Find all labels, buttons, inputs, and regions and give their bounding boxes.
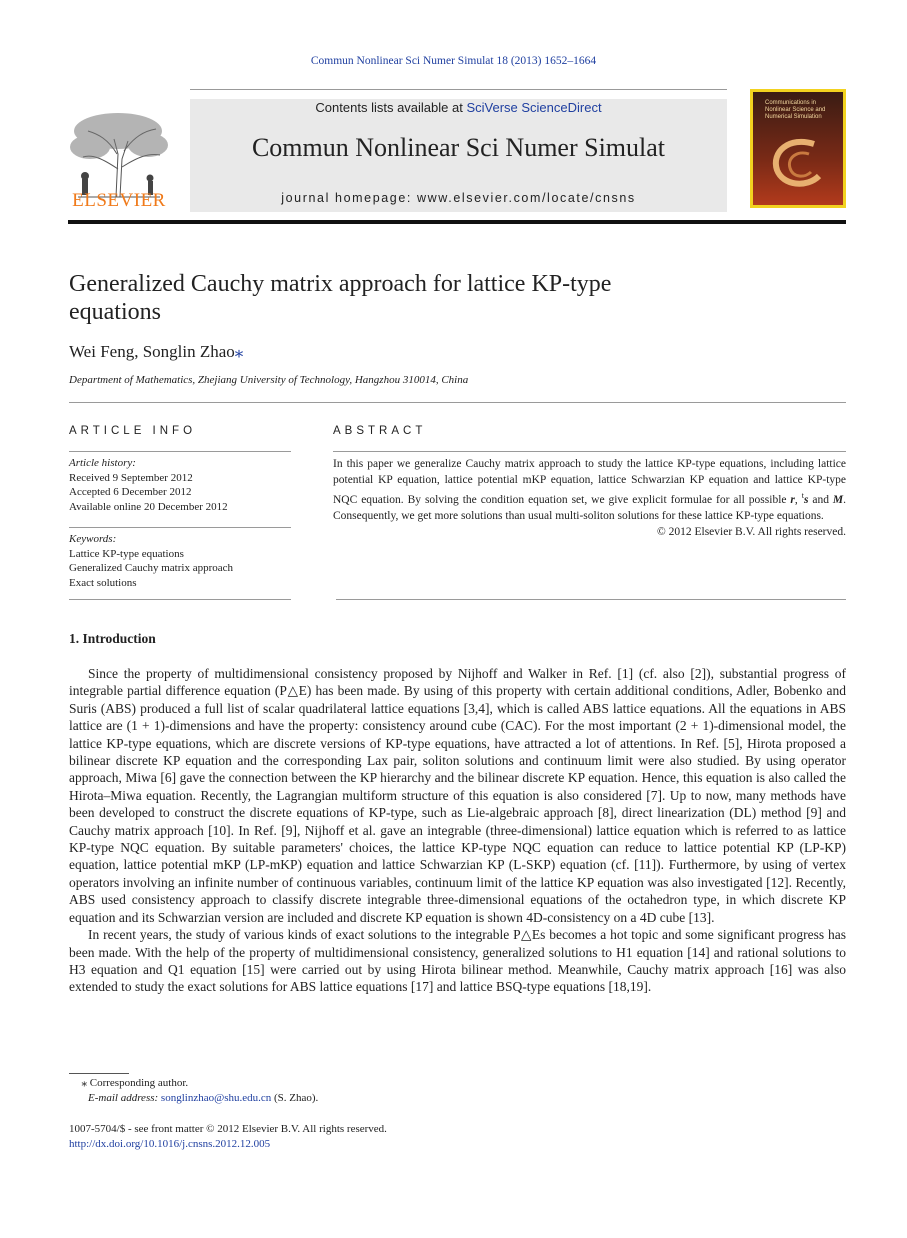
history-accepted: Accepted 6 December 2012: [69, 486, 192, 498]
author-list: [69, 342, 243, 362]
symbol-s-transpose: t: [801, 491, 804, 500]
info-bottom-rule: [69, 599, 291, 600]
corresponding-author-mark[interactable]: ⁎: [234, 342, 244, 361]
footnote-email: [88, 1092, 318, 1104]
abstract-copyright: © 2012 Elsevier B.V. All rights reserved.: [657, 525, 846, 538]
sciencedirect-link[interactable]: SciVerse ScienceDirect: [466, 100, 602, 115]
cover-title: Communications in Nonlinear Science and Numerical Simulation: [765, 100, 826, 120]
journal-citation[interactable]: Commun Nonlinear Sci Numer Simulat 18 (2013) 1652–1664: [310, 55, 597, 67]
abstract-text: In this paper we generalize Cauchy matrix approach to study the lattice KP-type equations, including lattice potential KP equation, lattice potential mKP equation, lattice Schwarzian KP equation and lattice KP-type NQC equation. By solving the condition equation set, we give explicit formulae for all possible r, $^t$s and M. Consequently, we get more solutions than usual multi-soliton solutions for these lattice KP-type equations. © 2012 Elsevier B.V. All rights reserved.: [333, 458, 846, 538]
introduction-body: [69, 665, 846, 996]
abstract-bottom-rule: [336, 599, 846, 600]
masthead-top-rule: [190, 89, 727, 90]
keyword-item: Generalized Cauchy matrix approach: [69, 562, 234, 574]
footnote-mark: ⁎: [81, 1077, 87, 1089]
journal-masthead: [190, 99, 727, 212]
history-online: Available online 20 December 2012: [69, 500, 228, 513]
abstract-heading: ABSTRACT: [333, 425, 427, 437]
history-label: Article history:: [69, 457, 136, 469]
issn-line: 1007-5704/$ - see front matter © 2012 Elsevier B.V. All rights reserved.: [69, 1123, 387, 1135]
history-received: Received 9 September 2012: [69, 471, 193, 484]
abstract-and: and: [808, 493, 833, 506]
journal-homepage[interactable]: journal homepage: www.elsevier.com/locate/cnsns: [281, 191, 636, 205]
footnote-corresponding: [69, 1076, 188, 1089]
keywords-label: Keywords:: [69, 533, 117, 545]
journal-cover: [750, 89, 846, 208]
doi-link[interactable]: http://dx.doi.org/10.1016/j.cnsns.2012.12.005: [69, 1137, 271, 1150]
authors-names: Wei Feng, Songlin Zhao: [69, 342, 235, 361]
symbol-r: r: [790, 493, 795, 506]
cover-emblem-icon: [759, 132, 839, 192]
symbol-m: M: [832, 493, 844, 506]
affiliation: Department of Mathematics, Zhejiang University of Technology, Hangzhou 310014, China: [69, 374, 469, 386]
keywords: [69, 532, 291, 590]
cover-art: [753, 92, 843, 205]
section-divider: [69, 402, 846, 403]
article-title: Generalized Cauchy matrix approach for lattice KP-type equations: [69, 271, 612, 325]
email-suffix: (S. Zhao).: [271, 1092, 319, 1104]
keyword-item: Lattice KP-type equations: [69, 547, 184, 560]
abstract-part-1: In this paper we generalize Cauchy matrix approach to study the lattice KP-type equations, including lattice potential KP equation, lattice potential mKP equation, lattice Schwarzian KP equation and lattice KP-type NQC equation. By solving the condition equation set, we give explicit formulae for all possible: [333, 458, 846, 506]
symbol-s: s: [803, 493, 809, 506]
keywords-rule: [69, 527, 291, 528]
journal-title: Commun Nonlinear Sci Numer Simulat: [251, 133, 666, 162]
abstract-part-2: . Consequently, we get more solutions than usual multi-soliton solutions for these lattice KP-type equations.: [333, 493, 846, 522]
author-email-link[interactable]: songlinzhao@shu.edu.cn: [160, 1092, 272, 1104]
contents-prefix: Contents lists available at: [315, 100, 467, 115]
email-label: E-mail address:: [88, 1092, 161, 1104]
abstract-rule: [333, 451, 846, 452]
article-info-heading: ARTICLE INFO: [69, 425, 197, 437]
contents-line: [190, 100, 727, 115]
introduction-heading: 1. Introduction: [69, 631, 156, 646]
article-info-rule: [69, 451, 291, 452]
introduction-paragraph-2: In recent years, the study of various kinds of exact solutions to the integrable P△Es becomes a hot topic and some significant progress has been made. With the help of the property of multidimensional consistency, generalized solutions to H1 equation [14] and rational solutions to H3 equation and Q1 equation [15] were carried out by using Hirota bilinear method. Meanwhile, Cauchy matrix approach [16] was also extended to study the exact solutions for ABS lattice equations [17] and lattice BSQ-type equations [18,19].: [69, 927, 846, 995]
publisher-wordmark: ELSEVIER: [72, 190, 166, 211]
masthead-bottom-rule: [68, 220, 846, 224]
page-footer: [69, 1122, 387, 1151]
footnote-rule: [69, 1073, 129, 1074]
keyword-item: Exact solutions: [69, 576, 137, 589]
introduction-paragraph-1: Since the property of multidimensional consistency proposed by Nijhoff and Walker in Ref. [1] (cf. also [2]), substantial progress of integrable partial difference equation (P△E) has been made. By using of this property with certain additional conditions, Adler, Bobenko and Suris (ABS) produced a full list of scalar quadrilateral lattice equations [3,4], which is called ABS lattice equations. All the equations in ABS lattice are (1 + 1)-dimensions and have the property: consistency around cube (CAC). For the most important (2 + 1)-dimensional model, the lattice KP-type equations, which are discrete versions of KP-type equations, have attracted a lot of attentions. In Ref. [5], Hirota proposed a bilinear discrete KP equation and the corresponding Lax pair, soliton solutions and continuum limit were also studied. By using operator approach, Miwa [6] gave the connection between the KP hierarchy and the bilinear discrete KP equation. Hence, this equation is also called the Hirota–Miwa equation. Recently, the Lagrangian multiform structure of this equation is also considered [7]. Up to now, many methods have been developed to construct the discrete equations of KP-type, such as Lie-algebraic approach [8], direct linearization (DL) method [9] and Cauchy matrix approach [10]. In Ref. [9], Nijhoff et al. gave an integrable (three-dimensional) lattice equation which is referred to as lattice KP-type NQC equation. By suitable parameters' choices, the lattice KP-type NQC equation can reduce to lattice potential KP (LP-KP) equation, lattice potential mKP (LP-mKP) equation and lattice Schwarzian KP (L-SKP) equation (cf. [11]). Furthermore, by using of vertex operators involving an infinite number of continuous variables, continuum limit of the lattice KP equation was also investigated [12]. Recently, ABS used consistency approach to classify discrete integrable three-dimensional equations of the octahedron type, in which discrete KP equation and its Schwarzian version are included and discrete KP equation is shown 4D-consistency on a 4D cube [13].: [69, 666, 846, 925]
footnote-corresponding-text: Corresponding author.: [89, 1077, 189, 1089]
article-history: [69, 456, 291, 514]
